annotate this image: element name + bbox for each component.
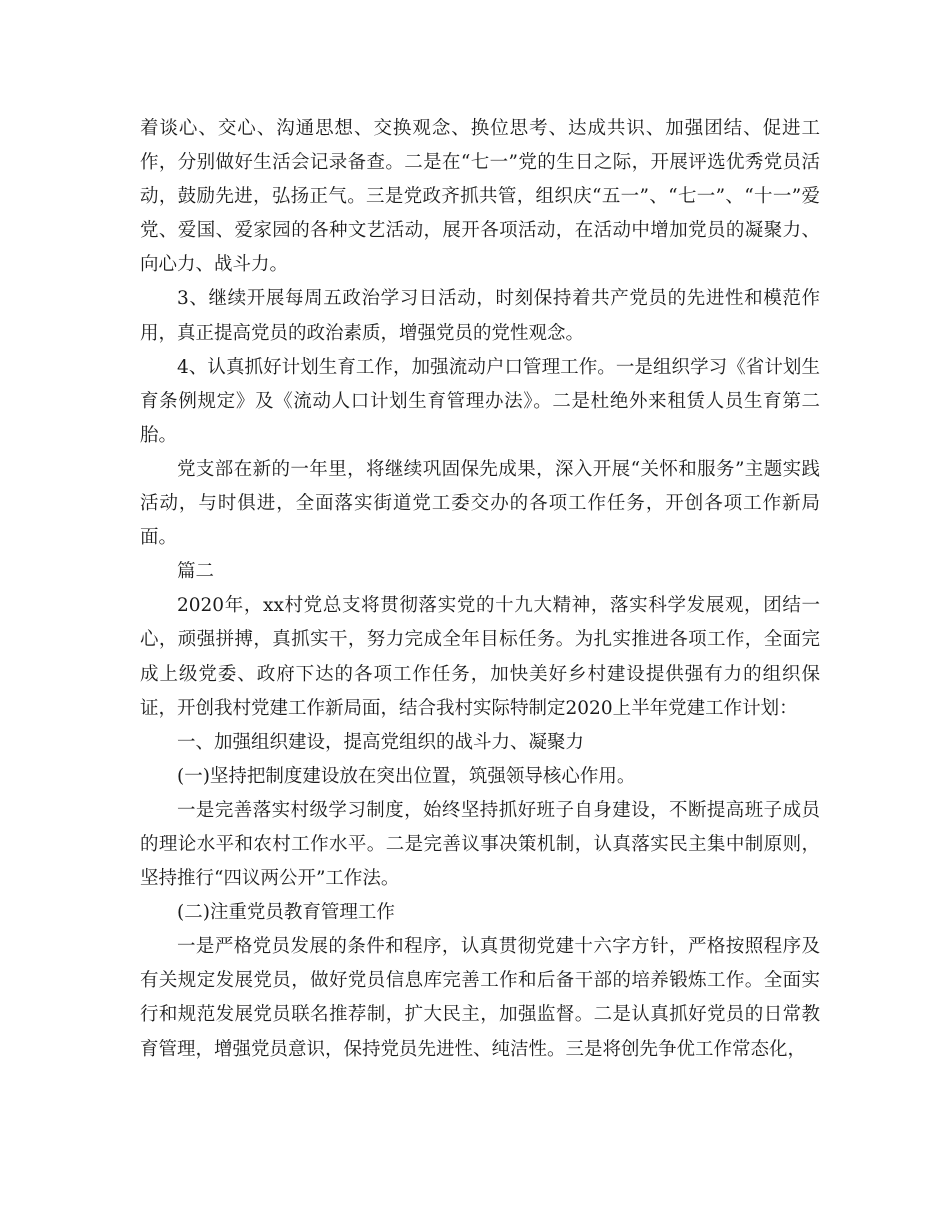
- subsection-heading: (一)坚持把制度建设放在突出位置，筑强领导核心作用。: [177, 765, 636, 787]
- paragraph: 4、认真抓好计划生育工作，加强流动户口管理工作。一是组织学习《省计划生育条例规定》及《流动人口计划生育管理办法》。二是杜绝外来租赁人员生育第二胎。: [140, 356, 820, 446]
- section-heading: 一、加强组织建设，提高党组织的战斗力、凝聚力: [177, 731, 585, 753]
- paragraph: 3、继续开展每周五政治学习日活动，时刻保持着共产党员的先进性和模范作用，真正提高党员的政治素质，增强党员的党性观念。: [140, 288, 820, 344]
- paragraph: 着谈心、交心、沟通思想、交换观念、换位思考、达成共识、加强团结、促进工作，分别做好生活会记录备查。二是在“七一”党的生日之际，开展评选优秀党员活动，鼓励先进，弘扬正气。三是党政齐抓共管，组织庆“五一”、“七一”、“十一”爱党、爱国、爱家园的各种文艺活动，展开各项活动，在活动中增加党员的凝聚力、向心力、战斗力。: [140, 118, 820, 276]
- document-body: [140, 112, 820, 1067]
- section-heading: 篇二: [177, 561, 215, 583]
- paragraph: 党支部在新的一年里，将继续巩固保先成果，深入开展“关怀和服务”主题实践活动，与时俱进，全面落实街道党工委交办的各项工作任务，开创各项工作新局面。: [140, 458, 820, 549]
- paragraph: 一是完善落实村级学习制度，始终坚持抓好班子自身建设，不断提高班子成员的理论水平和农村工作水平。二是完善议事决策机制，认真落实民主集中制原则，坚持推行“四议两公开”工作法。: [140, 799, 820, 890]
- paragraph: 2020年，xx村党总支将贯彻落实党的十九大精神，落实科学发展观，团结一心，顽强拼搏，真抓实干，努力完成全年目标任务。为扎实推进各项工作，全面完成上级党委、政府下达的各项工作任务，加快美好乡村建设提供强有力的组织保证，开创我村党建工作新局面，结合我村实际特制定2020上半年党建工作计划：: [140, 595, 820, 719]
- subsection-heading: (二)注重党员教育管理工作: [177, 902, 395, 924]
- paragraph: 一是严格党员发展的条件和程序，认真贯彻党建十六字方针，严格按照程序及有关规定发展党员，做好党员信息库完善工作和后备干部的培养锻炼工作。全面实行和规范发展党员联名推荐制，扩大民主，加强监督。二是认真抓好党员的日常教育管理，增强党员意识，保持党员先进性、纯洁性。三是将创先争优工作常态化，: [140, 936, 820, 1060]
